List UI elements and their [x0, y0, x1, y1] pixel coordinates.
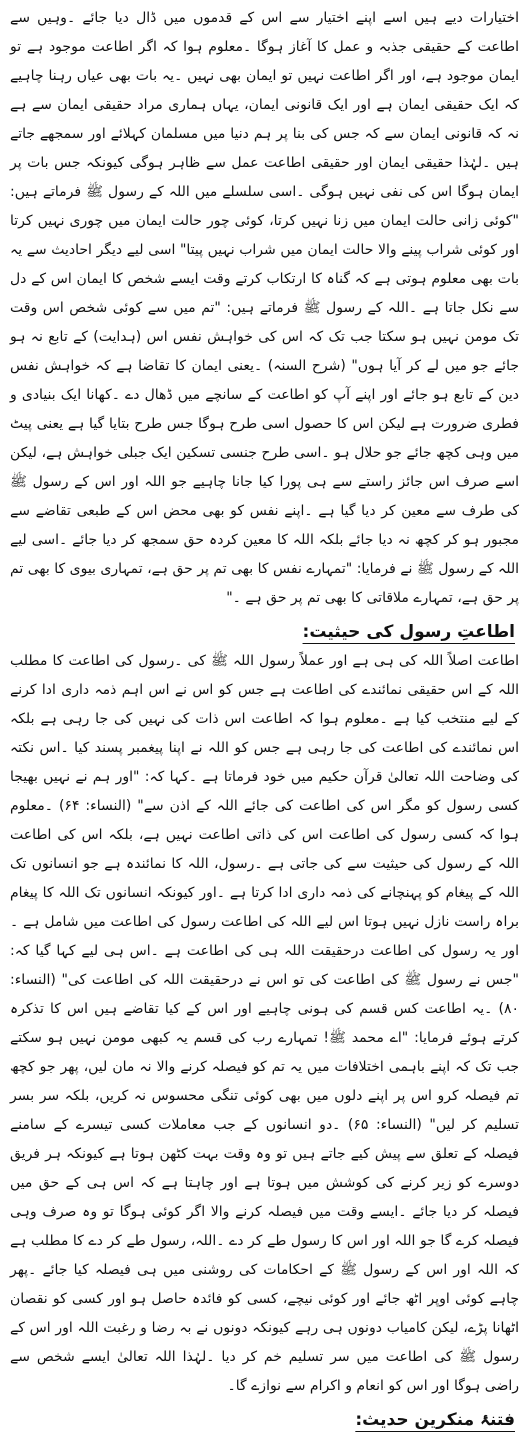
section-heading-obedience-of-messenger: اطاعتِ رسول کی حیثیت: [302, 622, 515, 642]
body-paragraph: اطاعت اصلاً اللہ کی ہی ہے اور عملاً رسول اللہ ﷺ کی ۔رسول کی اطاعت کا مطلب اللہ کے اس حقیقی نمائندے کی اطاعت ہے جس کو اس نے اس اہم ذمہ داری ادا کرنے کے لیے منتخب کیا ہے ۔معلوم ہوا کہ اطاعت اس ذات کی نہیں کی جا رہی ہے بلکہ اس نمائندے کی اطاعت کی جا رہی ہے جس کو اللہ نے اپنا پیغمبر پسند کیا ۔اس نکتہ کی وضاحت اللہ تعالیٰ قرآن حکیم میں خود فرماتا ہے ۔کہا کہ: "اور ہم نے نہیں بھیجا کسی رسول کو مگر اس کی اطاعت کی جائے اللہ کے اذن سے" (النساء: ۶۴) ۔معلوم ہوا کہ کسی رسول کی اطاعت اس کی ذاتی اطاعت نہیں ہے، بلکہ اس کی اطاعت اللہ کے رسول کی حیثیت سے کی جاتی ہے ۔رسول، اللہ کا نمائندہ ہے جو انسانوں تک اللہ کے پیغام کو پہنچانے کی ذمہ داری ادا کرتا ہے ۔اور کیونکہ انسانوں تک اللہ کا پیغام براہ راست نازل نہیں ہوتا اس لیے اللہ کی اطاعت رسول کی اطاعت میں شامل ہے ۔اور یہ رسول کی اطاعت درحقیقت اللہ ہی کی اطاعت ہے ۔اس ہی لیے کہا گیا کہ: "جس نے رسول ﷺ کی اطاعت کی تو اس نے درحقیقت اللہ کی اطاعت کی" (النساء: ۸۰) ۔یہ اطاعت کس قسم کی ہونی چاہیے اور اس کے کیا تقاضے ہیں اس کا تذکرہ کرتے ہوئے فرمایا: "اے محمد ﷺ! تمہارے رب کی قسم یہ کبھی مومن نہیں ہو سکتے جب تک کہ اپنے باہمی اختلافات میں یہ تم کو فیصلہ کرنے والا نہ مان لیں، پھر جو کچھ تم فیصلہ کرو اس پر اپنے دلوں میں بھی کوئی تنگی محسوس نہ کریں، بلکہ سر بسر تسلیم کر لیں" (النساء: ۶۵) ۔دو انسانوں کے جب معاملات کسی تیسرے کے سامنے فیصلہ کے تعلق سے پیش کیے جاتے ہیں تو وہ وقت بہت کٹھن ہوتا ہے کیونکہ ہر فریق دوسرے کو زیر کرنے کی کوشش میں ہوتا ہے اور چاہتا ہے کہ اس ہی کے حق میں فیصلہ کر دیا جائے ۔ایسے وقت میں فیصلہ کرنے والا اگر کوئی ہوگا تو وہ صرف وہی فیصلہ کرے گا جو اللہ اور اس کا رسول طے کر دے ۔اللہ، رسول طے کر دے کا مطلب ہے کہ اللہ اور اس کے رسول ﷺ کے احکامات کی روشنی میں ہی فیصلہ کیا جائے ۔پھر چاہے کوئی اوپر اٹھ جائے اور کوئی نیچے، کسی کو فائدہ حاصل ہو اور کسی کو نقصان اٹھانا پڑے، لیکن کامیاب دونوں ہی رہے کیونکہ دونوں نے بہ رضا و رغبت اللہ اور اس کے رسول ﷺ کی اطاعت میں سر تسلیم خم کر دیا ۔لہٰذا اللہ تعالیٰ ایسے شخص سے راضی ہوگا اور اس کو انعام و اکرام سے نوازے گا۔ [10, 653, 520, 1394]
body-paragraph: اختیارات دیے ہیں اسے اپنے اختیار سے اس کے قدموں میں ڈال دیا جائے ۔وہیں سے اطاعت کے حقیقی جذبہ و عمل کا آغاز ہوگا ۔معلوم ہوا کہ اگر اطاعت موجود ہے تو ایمان موجود ہے، اور اگر اطاعت نہیں تو ایمان بھی نہیں ۔یہ بات بھی عیاں رہنا چاہیے کہ ایک حقیقی ایمان ہے اور ایک قانونی ایمان، یہاں ہماری مراد حقیقی ایمان سے ہے نہ کہ قانونی ایمان سے کہ جس کی بنا پر ہم دنیا میں مسلمان کہلائے اور سمجھے جاتے ہیں ۔لہٰذا حقیقی ایمان اور حقیقی اطاعت عمل سے ظاہر ہوگی کیونکہ جس بات پر ایمان ہوگا اس کی نفی نہیں ہوگی ۔اسی سلسلے میں اللہ کے رسول ﷺ فرماتے ہیں: "کوئی زانی حالت ایمان میں زنا نہیں کرتا، کوئی چور حالت ایمان میں چوری نہیں کرتا اور کوئی شراب پینے والا حالت ایمان میں شراب نہیں پیتا" اسی لیے دیگر احادیث سے یہ بات بھی معلوم ہوتی ہے کہ گناہ کا ارتکاب کرتے وقت ایسے شخص کا ایمان اس کے دل سے نکل جاتا ہے ۔اللہ کے رسول ﷺ فرماتے ہیں: "تم میں سے کوئی شخص اس وقت تک مومن نہیں ہو سکتا جب تک کہ اس کی خواہش نفس اس (ہدایت) کے تابع نہ ہو جائے جو میں لے کر آیا ہوں" (شرح السنہ) ۔یعنی ایمان کا تقاضا ہے کہ خواہش نفس دین کے تابع ہو جائے اور اپنے آپ کو اطاعت کے سانچے میں ڈھال دے ۔کھانا ایک بنیادی و فطری ضرورت ہے لیکن اس کا حصول اسی طرح ہوگا جس طرح بتایا گیا ہے یعنی پیٹ میں وہی کچھ جائے جو حلال ہو ۔اسی طرح جنسی تسکین ایک جبلی خواہش ہے، لیکن اسے صرف اس جائز راستے سے ہی پورا کیا جانا چاہیے جو اللہ اور اس کے رسول ﷺ کی طرف سے معین کر دیا گیا ہے ۔اپنے نفس کو بھی محض اس کے طبعی تقاضے سے مجبور ہو کر کچھ نہ دیا جائے بلکہ اللہ کا معین کردہ حق سمجھ کر دیا جائے ۔اسی لیے اللہ کے رسول ﷺ نے فرمایا: "تمہارے نفس کا بھی تم پر حق ہے، تمہاری بیوی کا بھی تم پر حق ہے، تمہارے ملاقاتی کا بھی تم پر حق ہے ۔" [10, 10, 519, 606]
section-heading-hadith-deniers: فتنۂ منکرین حدیث: [355, 1410, 515, 1430]
